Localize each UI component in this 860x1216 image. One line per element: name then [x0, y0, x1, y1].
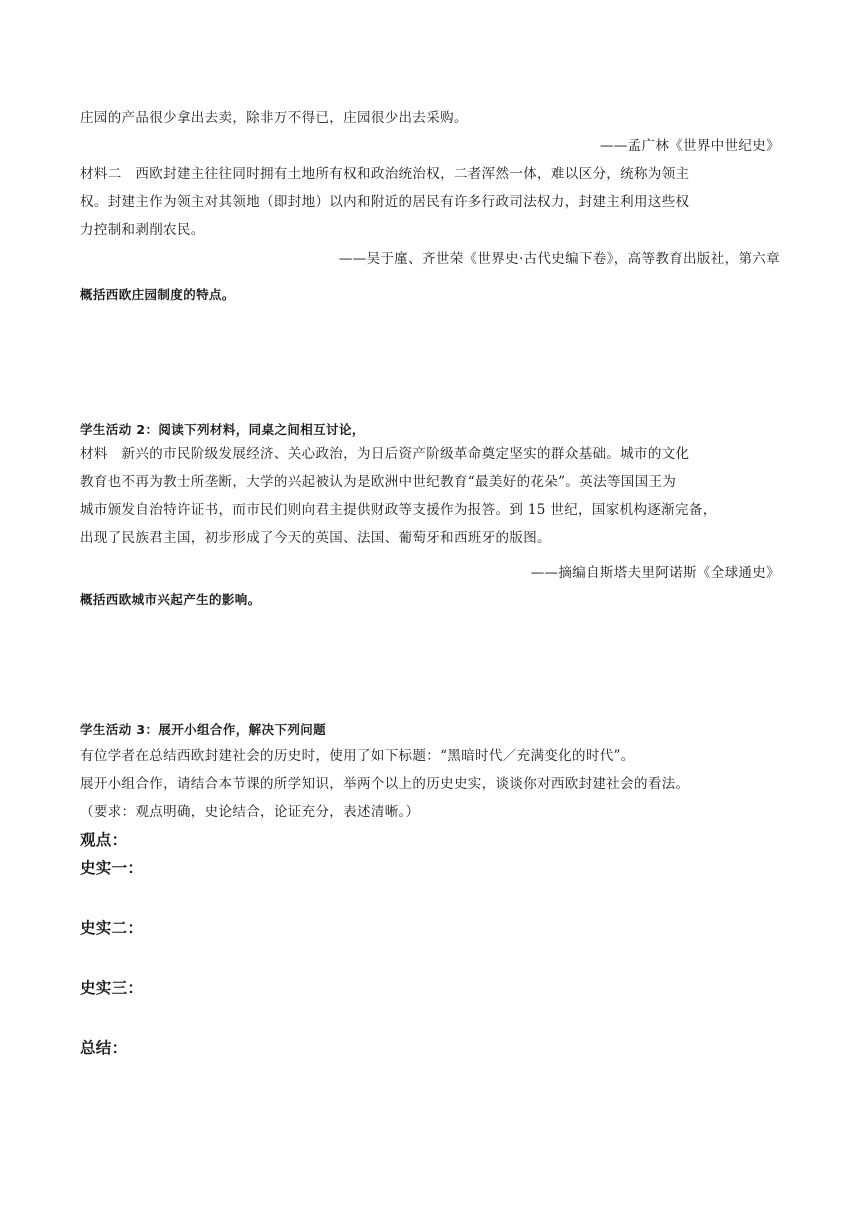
- activity2-material-line-3: 城市颁发自治特许证书，而市民们则向君主提供财政等支援作为报答。到 15 世纪，国家机构逐渐完备，: [80, 502, 717, 518]
- activity3-title: 学生活动 3：展开小组合作，解决下列问题: [80, 722, 327, 737]
- activity2-material-line-1: 材料 新兴的市民阶级发展经济、关心政治，为日后资产阶级革命奠定坚实的群众基础。城市的文化: [80, 446, 690, 462]
- fact3-label: 史实三：: [80, 979, 144, 997]
- activity2-material-line-2: 教育也不再为教士所垄断，大学的兴起被认为是欧洲中世纪教育“最美好的花朵”。英法等国国王为: [80, 474, 677, 490]
- document-page: [80, 0, 780, 1216]
- viewpoint-label: 观点：: [80, 831, 128, 849]
- question-manor-system: 概括西欧庄园制度的特点。: [80, 287, 235, 302]
- activity2-material-line-4: 出现了民族君主国，初步形成了今天的英国、法国、葡萄牙和西班牙的版图。: [80, 530, 551, 546]
- fact2-label: 史实二：: [80, 919, 144, 937]
- summary-label: 总结：: [80, 1039, 128, 1057]
- material1-last-line: 庄园的产品很少拿出去卖，除非万不得已，庄园很少出去采购。: [80, 110, 468, 126]
- material2-citation: ——吴于廑、齐世荣《世界史·古代史编下卷》，高等教育出版社，第六章: [338, 251, 780, 267]
- activity3-line-2: 展开小组合作，请结合本节课的所学知识，举两个以上的历史史实，谈谈你对西欧封建社会的看法。: [80, 776, 690, 792]
- activity2-citation: ——摘编自斯塔夫里阿诺斯《全球通史》: [530, 565, 780, 581]
- fact1-label: 史实一：: [80, 859, 144, 877]
- material2-line-1: 材料二 西欧封建主往往同时拥有土地所有权和政治统治权，二者浑然一体，难以区分，统称为领主: [80, 166, 690, 182]
- activity2-title: 学生活动 2：阅读下列材料，同桌之间相互讨论，: [80, 422, 365, 437]
- material2-line-3: 力控制和剥削农民。: [80, 222, 205, 238]
- activity3-line-1: 有位学者在总结西欧封建社会的历史时，使用了如下标题：“黑暗时代／充满变化的时代”。: [80, 748, 635, 764]
- material2-line-2: 权。封建主作为领主对其领地（即封地）以内和附近的居民有许多行政司法权力，封建主利用这些权: [80, 194, 690, 210]
- material1-citation: ——孟广林《世界中世纪史》: [599, 138, 780, 154]
- question-city-impact: 概括西欧城市兴起产生的影响。: [80, 592, 261, 607]
- activity3-requirements: （要求：观点明确，史论结合，论证充分，表述清晰。）: [80, 804, 420, 820]
